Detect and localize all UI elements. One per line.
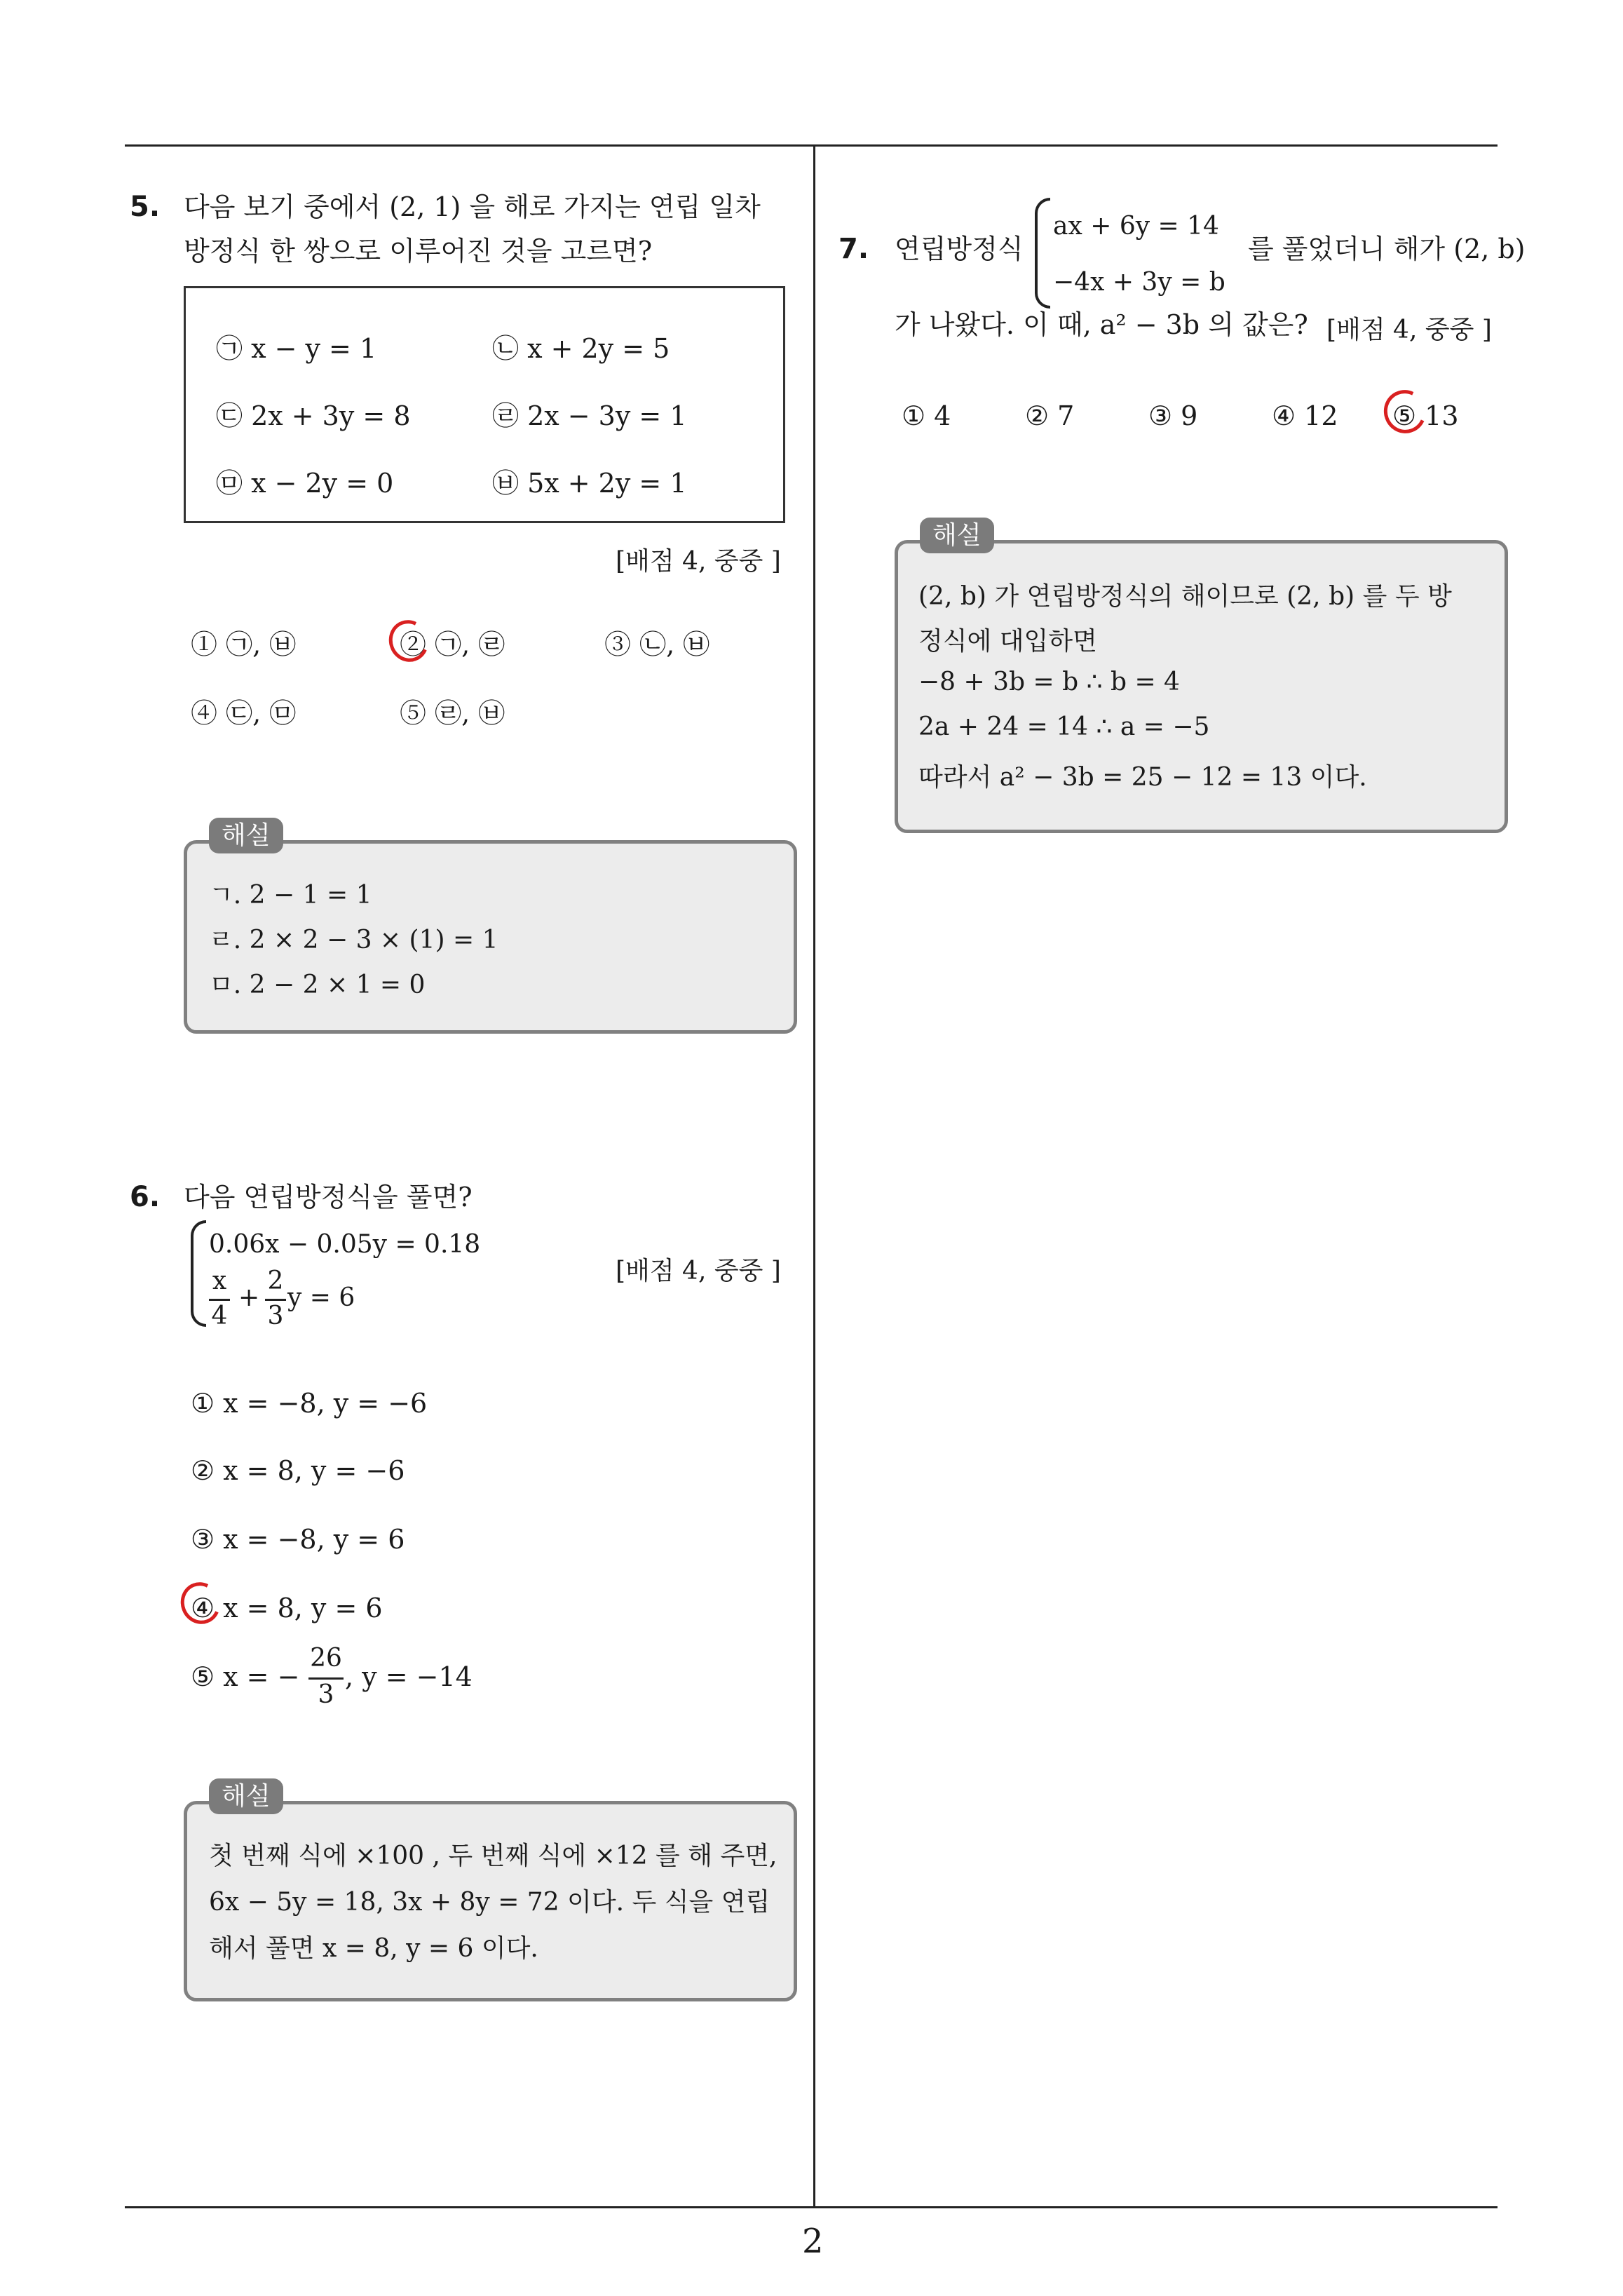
q6-choice-2[interactable]: ② x = 8, y = −6 bbox=[191, 1455, 405, 1486]
q5-box-item-1: ㉠ x − y = 1 bbox=[216, 333, 377, 364]
q5-box-item-2: ㉡ x + 2y = 5 bbox=[492, 333, 670, 364]
q5-choice-5[interactable]: ⑤ ㉣, ㉥ bbox=[400, 698, 505, 729]
q7-choice-3[interactable]: ③ 9 bbox=[1148, 400, 1198, 431]
q5-meta: [배점 4, 중중 ] bbox=[616, 547, 781, 576]
q5-choice-3[interactable]: ③ ㉡, ㉥ bbox=[604, 629, 710, 660]
q7-choice-2[interactable]: ② 7 bbox=[1025, 400, 1075, 431]
q6-solution-tag: 해설 bbox=[209, 1778, 283, 1814]
q5-box-item-3: ㉢ 2x + 3y = 8 bbox=[216, 400, 411, 431]
q6-eq2-frac2-bar bbox=[265, 1299, 286, 1301]
q6-choice-5-suffix: , y = −14 bbox=[345, 1661, 473, 1692]
top-rule bbox=[125, 144, 1498, 147]
q5-box-item-4: ㉣ 2x − 3y = 1 bbox=[492, 400, 687, 431]
q6-choice-5-den: 3 bbox=[318, 1680, 334, 1709]
q6-choice-5-bar bbox=[308, 1677, 344, 1680]
q7-choice-5[interactable]: ⑤ 13 bbox=[1392, 400, 1459, 431]
q5-solution-line-2: ㄹ. 2 × 2 − 3 × (1) = 1 bbox=[209, 926, 498, 954]
q5-choice-4[interactable]: ④ ㉢, ㉤ bbox=[191, 698, 297, 729]
q6-text: 다음 연립방정식을 풀면? bbox=[184, 1182, 473, 1213]
q7-text-line2: 가 나왔다. 이 때, a² − 3b 의 값은? bbox=[895, 309, 1308, 340]
q6-choice-5-num: 26 bbox=[310, 1644, 342, 1673]
bottom-rule bbox=[125, 2206, 1498, 2208]
q6-eq2-frac1-num: x bbox=[212, 1267, 227, 1295]
q5-solution-line-1: ㄱ. 2 − 1 = 1 bbox=[209, 881, 372, 910]
column-divider bbox=[813, 144, 815, 2206]
q5-text-line1: 다음 보기 중에서 (2, 1) 을 해로 가지는 연립 일차 bbox=[184, 191, 761, 222]
q7-meta: [배점 4, 중중 ] bbox=[1326, 316, 1492, 344]
q6-eq1: 0.06x − 0.05y = 0.18 bbox=[209, 1230, 481, 1259]
q6-meta: [배점 4, 중중 ] bbox=[616, 1257, 781, 1285]
q5-number: 5. bbox=[130, 191, 161, 223]
q7-choice-4[interactable]: ④ 12 bbox=[1272, 400, 1338, 431]
q7-choice-1[interactable]: ① 4 bbox=[902, 400, 951, 431]
q7-brace bbox=[1035, 198, 1050, 309]
q6-solution-line-3: 해서 풀면 x = 8, y = 6 이다. bbox=[209, 1934, 538, 1963]
q7-text-suffix: 를 풀었더니 해가 (2, b) bbox=[1248, 234, 1526, 264]
q6-solution-line-2: 6x − 5y = 18, 3x + 8y = 72 이다. 두 식을 연립 bbox=[209, 1888, 770, 1917]
q7-solution-line-4: 2a + 24 = 14 ∴ a = −5 bbox=[918, 713, 1210, 741]
q6-number: 6. bbox=[130, 1181, 161, 1213]
q7-text-prefix: 연립방정식 bbox=[895, 234, 1024, 264]
q6-brace bbox=[191, 1220, 206, 1327]
q7-solution-line-3: −8 + 3b = b ∴ b = 4 bbox=[918, 668, 1180, 696]
q5-solution-tag: 해설 bbox=[209, 818, 283, 853]
q6-eq2-frac2-num: 2 bbox=[267, 1267, 284, 1295]
q5-solution-line-3: ㅁ. 2 − 2 × 1 = 0 bbox=[209, 971, 426, 999]
q6-eq2-frac1-bar bbox=[209, 1299, 230, 1301]
q7-solution-line-1: (2, b) 가 연립방정식의 해이므로 (2, b) 를 두 방 bbox=[918, 582, 1452, 611]
q6-eq2-frac2-den: 3 bbox=[267, 1302, 284, 1330]
q6-eq2-rest: y = 6 bbox=[287, 1283, 355, 1312]
q7-eq2: −4x + 3y = b bbox=[1053, 268, 1225, 297]
q6-choice-4[interactable]: ④ x = 8, y = 6 bbox=[191, 1593, 383, 1623]
q6-choice-5-prefix[interactable]: ⑤ x = − bbox=[191, 1661, 300, 1692]
q7-solution-tag: 해설 bbox=[920, 518, 994, 553]
q7-solution-line-5: 따라서 a² − 3b = 25 − 12 = 13 이다. bbox=[918, 763, 1367, 792]
q5-choice-1[interactable]: ① ㉠, ㉥ bbox=[191, 629, 297, 660]
q5-text-line2: 방정식 한 쌍으로 이루어진 것을 고르면? bbox=[184, 236, 653, 266]
q6-choice-3[interactable]: ③ x = −8, y = 6 bbox=[191, 1524, 405, 1555]
q6-solution-line-1: 첫 번째 식에 ×100 , 두 번째 식에 ×12 를 해 주면, bbox=[209, 1842, 777, 1870]
q6-eq2-frac1-den: 4 bbox=[211, 1302, 228, 1330]
q7-solution-line-2: 정식에 대입하면 bbox=[918, 627, 1097, 656]
q5-box-item-5: ㉤ x − 2y = 0 bbox=[216, 468, 394, 499]
q7-number: 7. bbox=[838, 233, 869, 265]
q7-eq1: ax + 6y = 14 bbox=[1053, 212, 1219, 241]
q5-choice-2[interactable]: ② ㉠, ㉣ bbox=[400, 629, 505, 660]
q5-box-item-6: ㉥ 5x + 2y = 1 bbox=[492, 468, 687, 499]
q6-choice-1[interactable]: ① x = −8, y = −6 bbox=[191, 1388, 428, 1419]
page-number: 2 bbox=[802, 2222, 824, 2261]
q6-eq2-plus: + bbox=[238, 1283, 260, 1312]
